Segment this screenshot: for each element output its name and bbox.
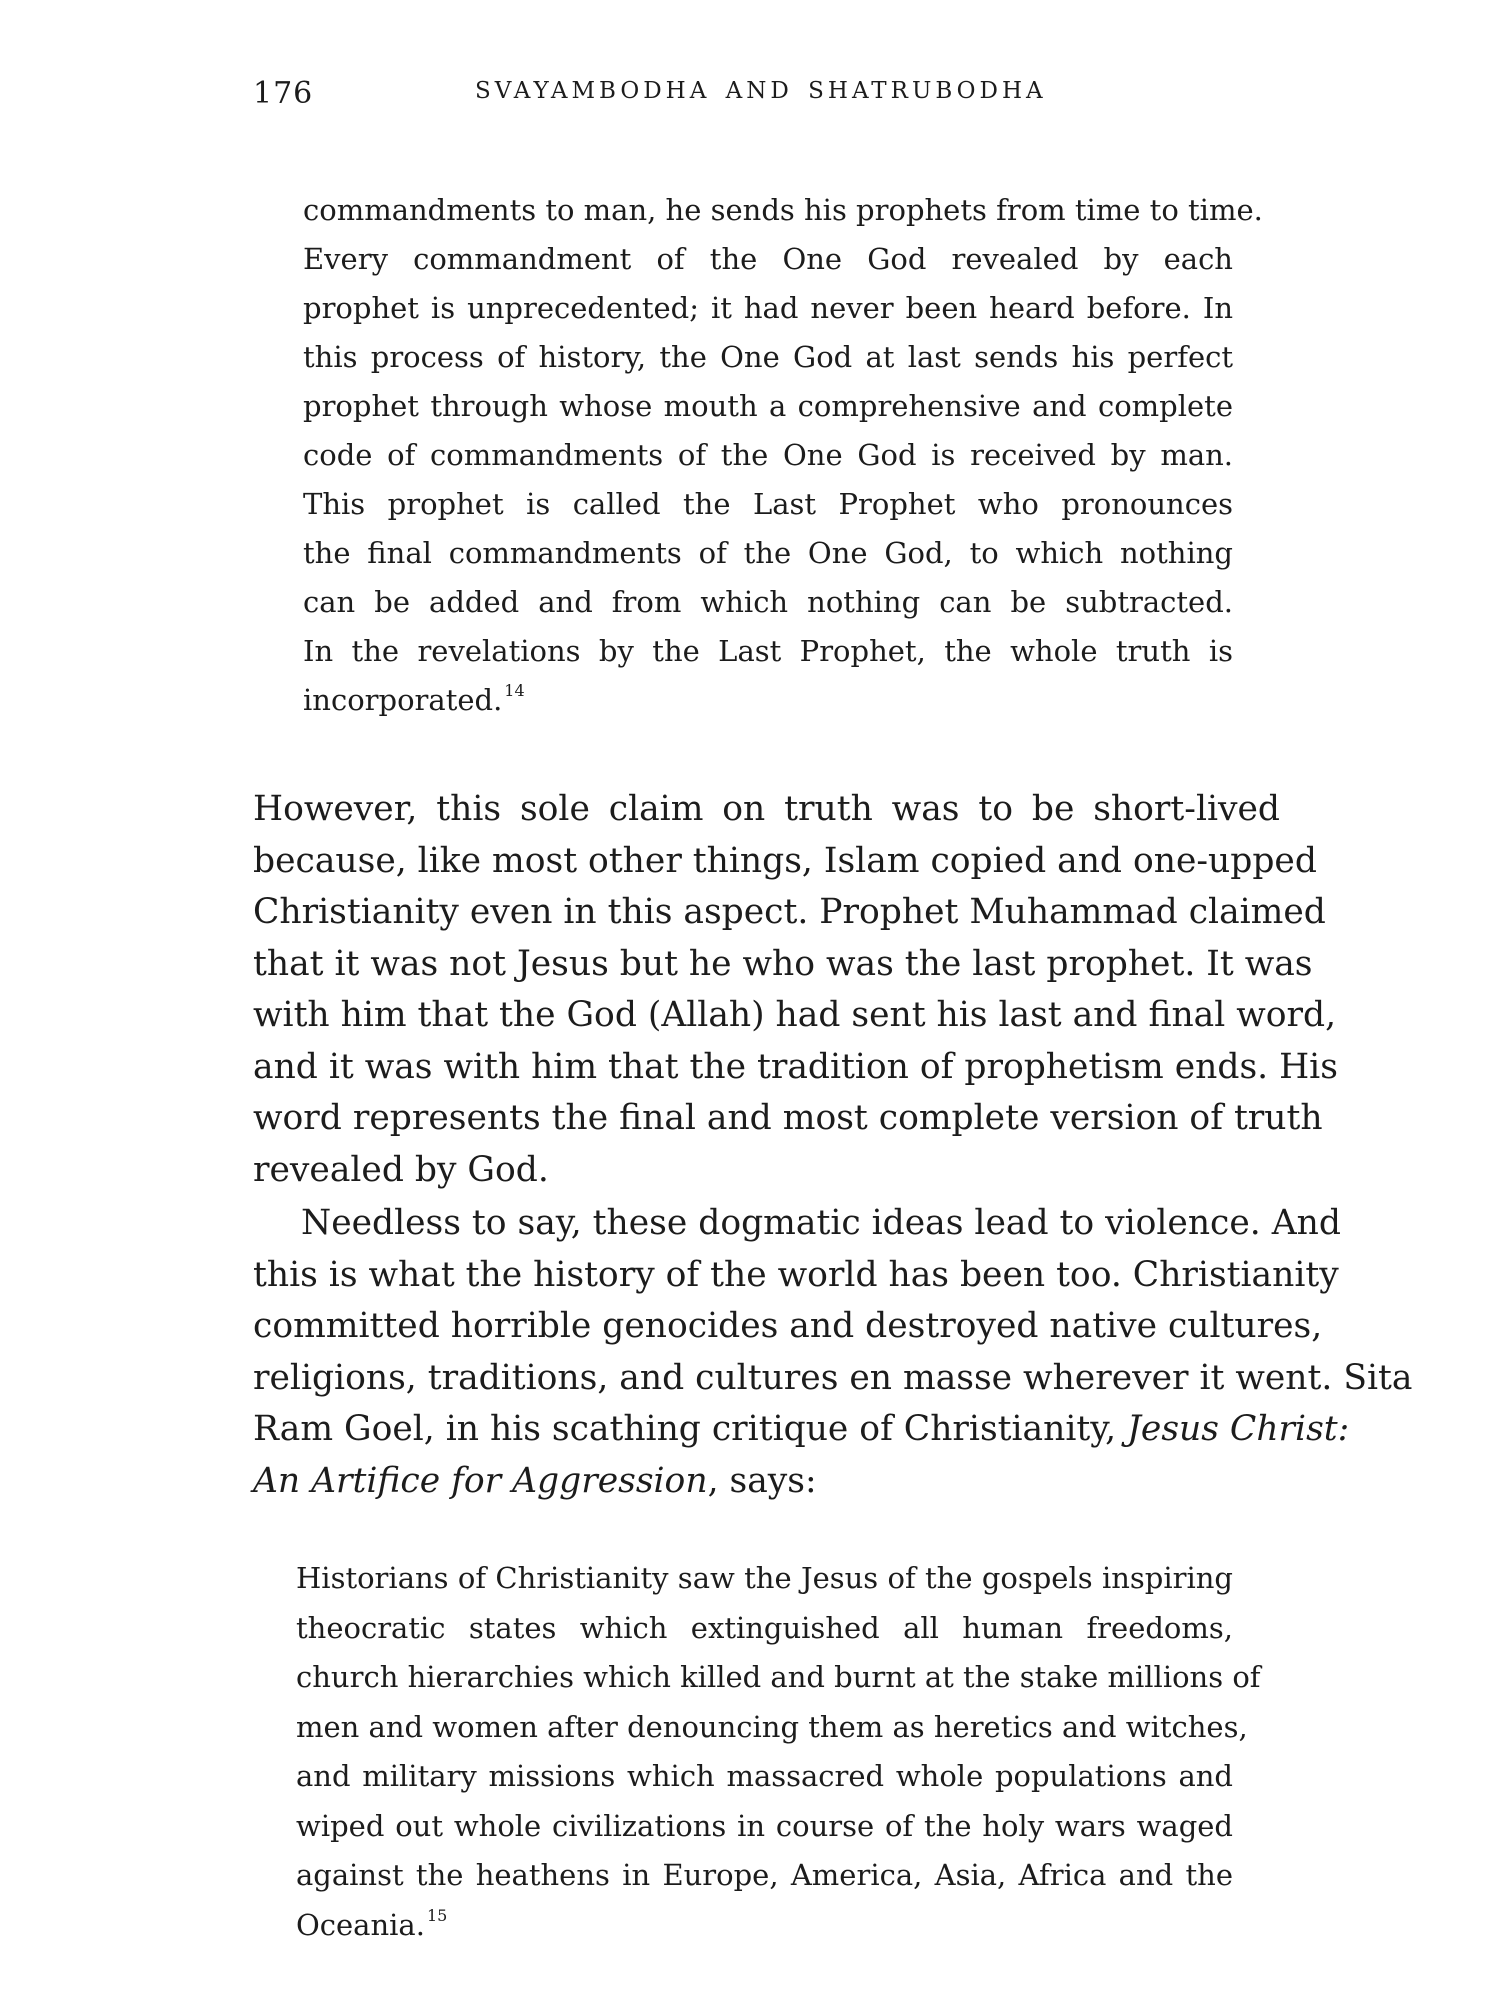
para2-line-with-title <box>253 1404 1350 1456</box>
para2-line: this is what the history of the world has been too. Christianity <box>253 1254 1339 1295</box>
para2-last-line <box>253 1456 1280 1508</box>
quote1-line: Every commandment of the One God revealed by each <box>303 242 1233 276</box>
quote2-line: Historians of Christianity saw the Jesus of the gospels inspiring <box>296 1561 1233 1595</box>
quote2-line: church hierarchies which killed and burnt at the stake millions of <box>296 1660 1261 1694</box>
quote1-last-line <box>303 676 1233 725</box>
quote2-line-text: Oceania. <box>296 1907 425 1942</box>
quote2-line: and military missions which massacred whole populations and <box>296 1759 1233 1793</box>
para2-line6-text: , says: <box>707 1460 817 1501</box>
quote1-line: In the revelations by the Last Prophet, the whole truth is <box>303 634 1233 668</box>
quote2-line: against the heathens in Europe, America, Asia, Africa and the <box>296 1858 1233 1892</box>
footnote-marker-14: 14 <box>504 681 525 700</box>
book-title-part2: An Artifice for Aggression <box>253 1460 708 1501</box>
quote1-line: the final commandments of the One God, to which nothing <box>303 536 1233 570</box>
para1-line: word represents the final and most complete version of truth <box>253 1098 1323 1138</box>
quote2-line: theocratic states which extinguished all human freedoms, <box>296 1610 1233 1645</box>
para2-line: committed horrible genocides and destroyed native cultures, <box>253 1306 1323 1346</box>
para1-line: with him that the God (Allah) had sent his last and final word, <box>253 995 1337 1035</box>
block-quote-2 <box>296 1554 1261 1950</box>
quote1-line-text: incorporated. <box>303 683 503 717</box>
quote1-line: prophet is unprecedented; it had never been heard before. In <box>303 291 1233 325</box>
quote2-line: wiped out whole civilizations in course of the holy wars waged <box>296 1808 1233 1843</box>
para2-line5-text: Ram Goel, in his scathing critique of Christianity, <box>253 1409 1128 1449</box>
quote1-line: this process of history, the One God at last sends his perfect <box>303 340 1233 374</box>
quote1-line: commandments to man, he sends his prophets from time to time. <box>303 193 1263 227</box>
block-quote-1 <box>303 186 1263 725</box>
para2-line: Needless to say, these dogmatic ideas lead to violence. And <box>301 1203 1341 1243</box>
quote1-line: This prophet is called the Last Prophet who pronounces <box>303 487 1233 521</box>
running-header <box>253 76 1253 116</box>
page-number: 176 <box>253 76 314 111</box>
quote2-line: men and women after denouncing them as heretics and witches, <box>296 1709 1248 1744</box>
para1-line: and it was with him that the tradition of prophetism ends. His <box>253 1046 1338 1087</box>
book-title-part1: Jesus Christ: <box>1127 1409 1350 1449</box>
para1-line: Christianity even in this aspect. Prophet Muhammad claimed <box>253 892 1326 932</box>
quote1-line: code of commandments of the One God is received by man. <box>303 438 1233 472</box>
quote1-line: can be added and from which nothing can be subtracted. <box>303 585 1233 619</box>
footnote-marker-15: 15 <box>426 1905 448 1925</box>
paragraph-2 <box>253 1198 1413 1507</box>
para1-line: However, this sole claim on truth was to be short-lived <box>253 789 1280 829</box>
para1-line: that it was not Jesus but he who was the last prophet. It was <box>253 943 1313 984</box>
quote1-line: prophet through whose mouth a comprehensive and complete <box>303 389 1233 423</box>
para2-line: religions, traditions, and cultures en masse wherever it went. Sita <box>253 1357 1413 1398</box>
quote2-last-line <box>296 1901 1233 1951</box>
paragraph-1 <box>253 784 1338 1196</box>
running-title: SVAYAMBODHA AND SHATRUBODHA <box>475 78 1047 104</box>
para1-line: revealed by God. <box>253 1149 549 1190</box>
para1-line: because, like most other things, Islam copied and one-upped <box>253 840 1317 881</box>
